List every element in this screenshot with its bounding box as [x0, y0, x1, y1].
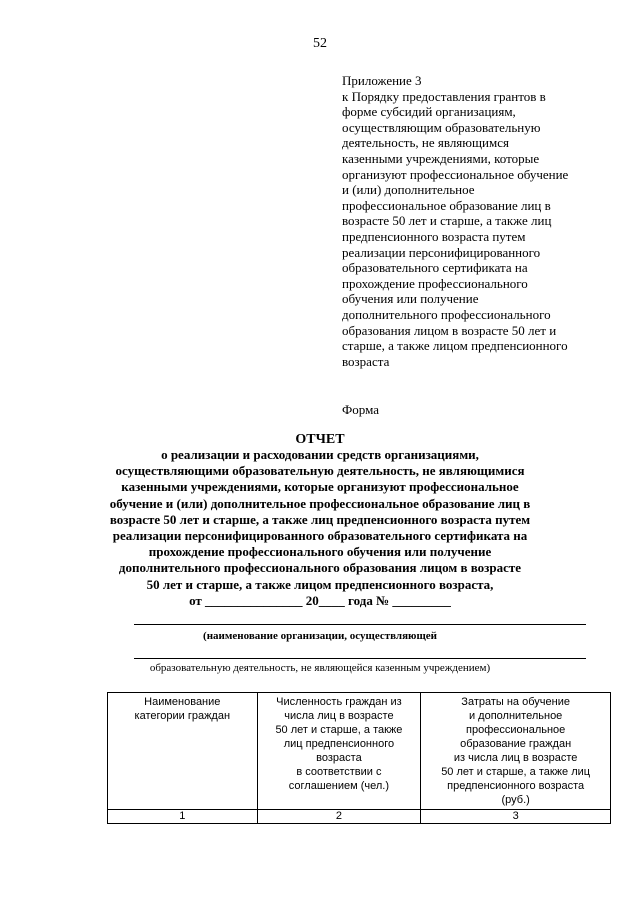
form-label: Форма	[342, 402, 379, 417]
table-column-number-row	[108, 810, 611, 824]
appendix-line: Приложение 3	[342, 73, 422, 88]
appendix-block	[342, 73, 612, 369]
report-subtitle-line: возрасте 50 лет и старше, а также лиц предпенсионного возраста путем	[109, 511, 531, 527]
appendix-line: обучения или получение	[342, 291, 479, 307]
page-number: 52	[313, 36, 327, 51]
table-header-row	[108, 693, 611, 810]
report-subtitle-line: 50 лет и старше, а также лицом предпенсионного возраста,	[146, 576, 494, 592]
appendix-line: возраста	[342, 353, 390, 369]
report-subtitle-line: обучение и (или) дополнительное профессиональное образование лиц в	[109, 495, 531, 511]
column-number: 2	[257, 810, 421, 824]
appendix-line: и (или) дополнительное	[342, 182, 475, 198]
column-number: 3	[421, 810, 611, 824]
report-subtitle-line: осуществляющими образовательную деятельность, не являющимися	[115, 463, 525, 479]
appendix-line: прохождение профессионального	[342, 275, 528, 291]
column-number: 1	[108, 810, 258, 824]
appendix-line: осуществляющим образовательную	[342, 119, 541, 135]
appendix-line: деятельность, не являющимся	[342, 135, 509, 151]
appendix-line: предпенсионного возраста путем	[342, 228, 526, 244]
appendix-line: старше, а также лицом предпенсионного	[342, 338, 568, 354]
organization-caption: (наименование организации, осуществляющей	[203, 630, 437, 642]
appendix-line: дополнительного профессионального	[342, 306, 551, 322]
organization-caption-continued: образовательную деятельность, не являющейся казенным учреждением)	[149, 662, 491, 674]
report-subtitle-line: реализации персонифицированного образовательного сертификата на	[112, 528, 528, 544]
report-subtitle-line: прохождение профессионального обучения или получение	[148, 544, 492, 560]
report-table	[107, 692, 611, 824]
report-subtitle	[80, 447, 560, 609]
report-date-number-line: от _______________ 20____ года № _________	[189, 592, 451, 608]
header-headcount: Численность граждан из числа лиц в возрасте 50 лет и старше, а также лиц предпенсионного возраста в соответствии с соглашением (чел.)	[257, 693, 421, 810]
organization-name-line	[134, 624, 586, 625]
appendix-line: образовательного сертификата на	[342, 260, 528, 276]
report-subtitle-line: дополнительного профессионального образования лицом в возрасте	[118, 560, 522, 576]
report-subtitle-line: казенными учреждениями, которые организуют профессиональное	[121, 479, 519, 495]
appendix-line: казенными учреждениями, которые	[342, 150, 540, 166]
header-expenses: Затраты на обучение и дополнительное профессиональное образование граждан из числа лиц в возрасте 50 лет и старше, а также лиц предпенсионного возраста (руб.)	[421, 693, 611, 810]
appendix-line: организуют профессиональное обучение	[342, 166, 569, 182]
appendix-line: форме субсидий организациям,	[342, 104, 516, 120]
report-title: ОТЧЕТ	[295, 432, 345, 447]
appendix-line: к Порядку предоставления грантов в	[342, 88, 546, 104]
organization-name-line-continued	[134, 658, 586, 659]
report-subtitle-line: о реализации и расходовании средств организациями,	[161, 447, 479, 462]
appendix-line: профессиональное образование лиц в	[342, 197, 551, 213]
header-category: Наименование категории граждан	[108, 693, 258, 810]
appendix-line: возрасте 50 лет и старше, а также лиц	[342, 213, 552, 229]
appendix-line: реализации персонифицированного	[342, 244, 541, 260]
appendix-line: образования лицом в возрасте 50 лет и	[342, 322, 557, 338]
